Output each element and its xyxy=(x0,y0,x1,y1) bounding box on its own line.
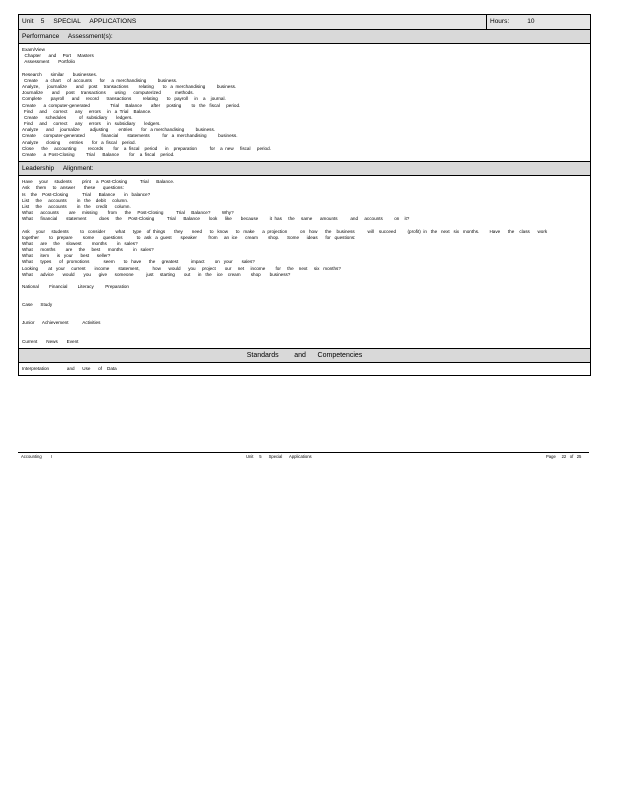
other-item: Current News Event xyxy=(22,338,79,344)
task-line: Create schedules of subsidiary ledgers. xyxy=(24,114,133,120)
other-item: Case Study xyxy=(22,302,53,308)
page-footer xyxy=(18,452,589,461)
task-line: Research similar businesses. xyxy=(22,71,98,77)
other-item: National Financial Literacy Preparation xyxy=(22,284,129,289)
footer-page: Page 22 of 25 xyxy=(546,454,582,459)
task-line: Analyze, journalize and post transactions relating to a merchandising business. xyxy=(22,83,237,89)
unit-title: Unit 5 SPECIAL APPLICATIONS xyxy=(19,15,487,29)
task-line: Complete payroll and record transactions relating to payroll in a journal. xyxy=(22,96,226,102)
leadership-line: What are the slowest months in sales? xyxy=(22,240,138,246)
footer-left: Accounting I xyxy=(21,454,53,459)
task-line: Analyze and journalize adjusting entries for a merchandising business. xyxy=(22,127,216,133)
curriculum-document xyxy=(18,14,591,376)
leadership-line: Is the Post-Closing Trial Balance in balance? xyxy=(22,191,151,197)
leadership-line: List the accounts in the credit column. xyxy=(22,203,131,209)
standards-row: Interpretation and Use of Data xyxy=(22,365,117,371)
task-line: Analyze closing entries for a fiscal period. xyxy=(22,139,136,145)
leadership-line: What months are the best months in sales? xyxy=(22,247,154,253)
assessment-line: Exam/View xyxy=(22,47,45,52)
unit-header xyxy=(19,15,590,30)
leadership-alignment-body xyxy=(19,176,590,348)
task-line: Find and correct any errors in subsidiary ledgers. xyxy=(24,121,161,127)
performance-assessment-body xyxy=(19,44,590,161)
footer-center: Unit 5 Special Applications xyxy=(246,454,312,459)
hours-label: Hours: 10 xyxy=(490,18,535,25)
task-line: Find and correct any errors in a Trial Balance. xyxy=(24,108,152,114)
task-line: Create computer-generated financial statements for a merchandising business. xyxy=(22,133,238,139)
task-line: Create a Post-Closing Trial Balance for a fiscal period. xyxy=(22,152,175,157)
task-line: Create a chart of accounts for a merchandising business. xyxy=(24,77,178,83)
assessment-line: Assessment Portfolio xyxy=(22,59,76,65)
standards-heading: Standards and Competencies xyxy=(19,348,590,363)
task-line: Journalize and post transactions using computerized methods. xyxy=(22,90,194,96)
leadership-line: together to prepare some questions to ask a guest speaker from an ice cream shop. Some ideas for questions: xyxy=(22,234,356,240)
leadership-line: What item is your best seller? xyxy=(22,253,111,259)
assessment-line: Chapter and Port Masters xyxy=(22,53,94,59)
leadership-line: Ask them to answer these questions: xyxy=(22,185,124,191)
leadership-line: What advice would you give someone just starting out in the ice cream shop business? xyxy=(22,271,291,277)
leadership-line: Ask your students to consider what type of things they need to know to make a projection on how the business will succeed (profit) in the next six months. Have the class work xyxy=(22,228,548,234)
leadership-line: Have your students print a Post-Closing Trial Balance. xyxy=(22,179,175,185)
leadership-line: What financial statement does the Post-Closing Trial Balance look like because it has the same amounts and accounts on it? xyxy=(22,216,410,222)
leadership-alignment-heading: Leadership Alignment: xyxy=(19,161,590,176)
leadership-line: What accounts are missing from the Post-Closing Trial Balance? Why? xyxy=(22,210,234,216)
task-line: Close the accounting records for a fiscal period in preparation for a new fiscal period. xyxy=(22,145,271,151)
other-item: Junior Achievement Activities xyxy=(22,320,101,326)
leadership-line: What types of promotions seem to have the greatest impact on your sales? xyxy=(22,259,255,265)
leadership-line: Looking at your current income statement, how would you project our net income for the next six months? xyxy=(22,265,341,271)
task-line: Create a computer-generated Trial Balance after posting to the fiscal period. xyxy=(22,102,241,108)
performance-assessment-heading: Performance Assessment(s): xyxy=(19,30,590,44)
leadership-line: List the accounts in the debit column. xyxy=(22,197,129,203)
